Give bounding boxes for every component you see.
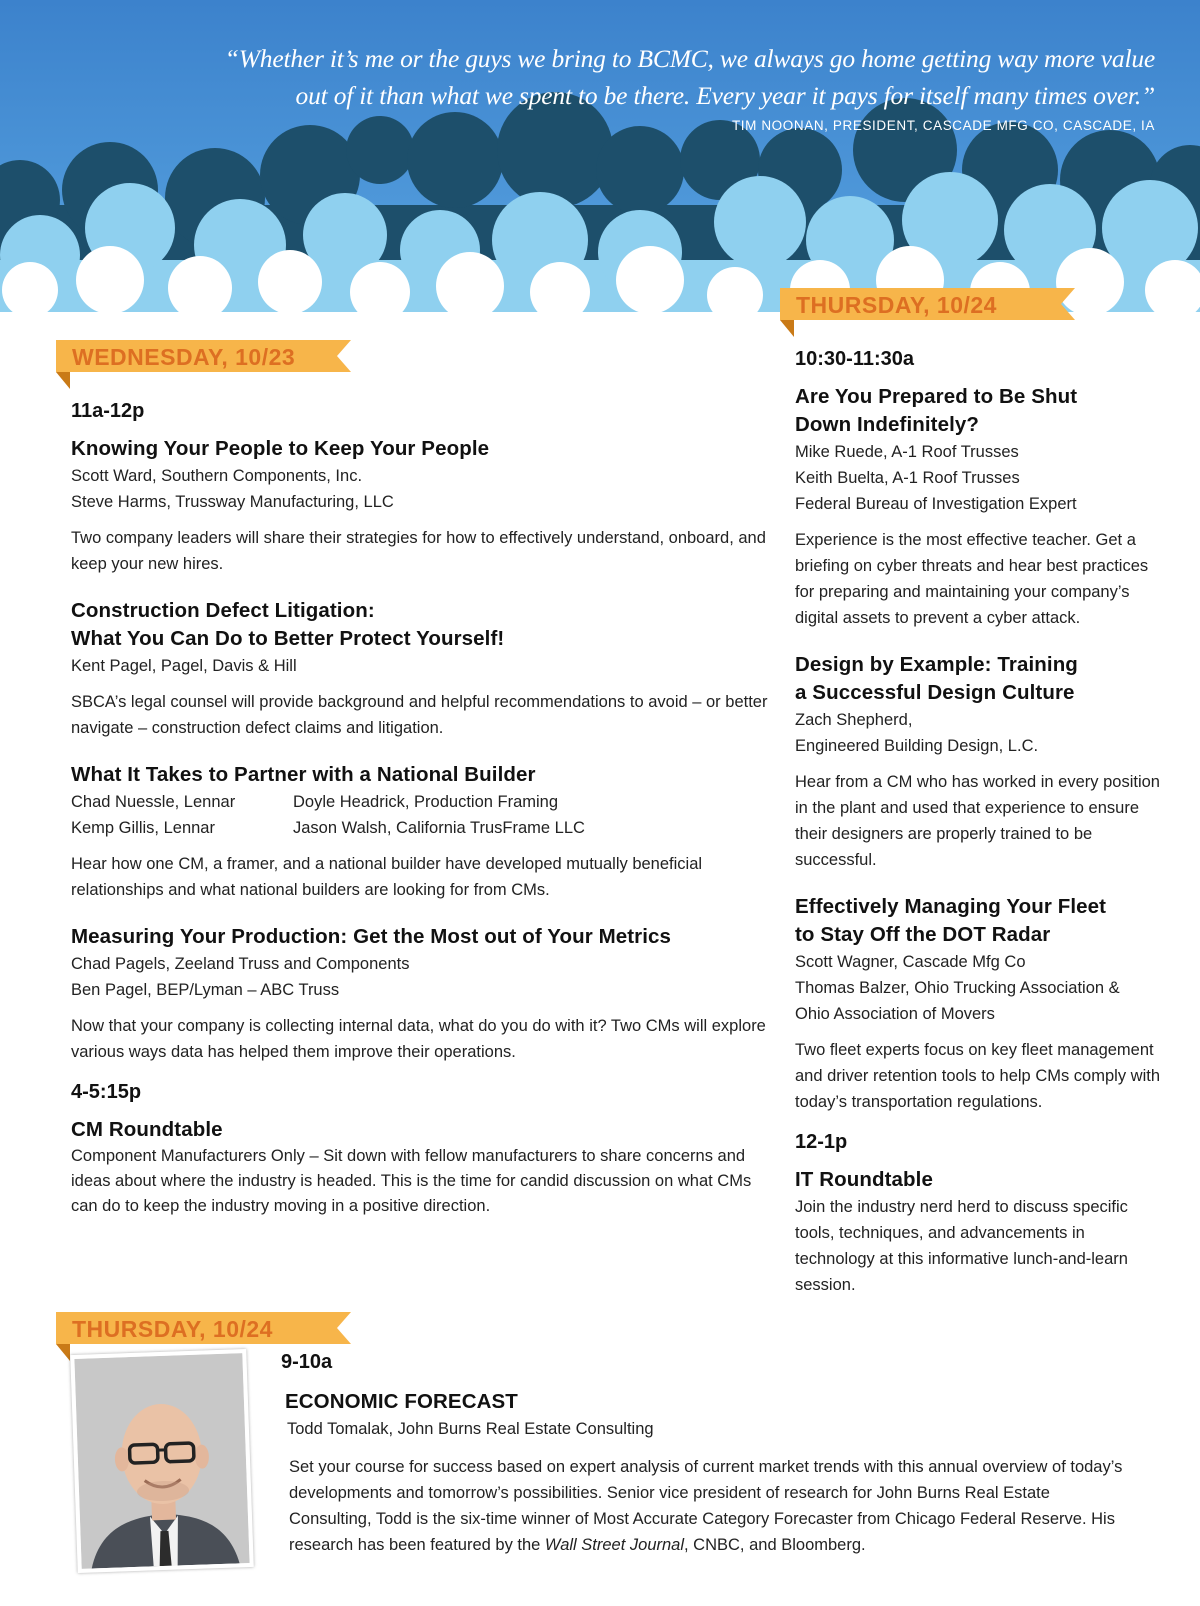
session-title: What It Takes to Partner with a National Builder [71, 763, 536, 786]
speaker: Thomas Balzer, Ohio Trucking Association & [795, 979, 1120, 997]
description-text: , CNBC, and Bloomberg. [684, 1536, 866, 1554]
ribbon-thursday-bottom [56, 1312, 351, 1352]
speaker-portrait-image [74, 1353, 249, 1569]
session-description: Hear from a CM who has worked in every position in the plant and used that experience to ensure their designers are properly trained to be successful. [795, 773, 1160, 869]
session-title-line: Construction Defect Litigation: [71, 599, 375, 622]
session-title-line: Are You Prepared to Be Shut [795, 385, 1078, 408]
speaker: Kemp Gillis, Lennar [71, 819, 215, 837]
session-it-roundtable [795, 1166, 1160, 1298]
ribbon-wednesday [56, 340, 351, 380]
economic-forecast-session [281, 1351, 1151, 1558]
time-slot: 12-1p [795, 1131, 848, 1153]
speaker-list [71, 789, 771, 841]
session-measuring-production [71, 923, 771, 1065]
quote-line-1: “Whether it’s me or the guys we bring to BCMC, we always go home getting way more value [224, 44, 1155, 73]
speaker: Doyle Headrick, Production Framing [293, 793, 559, 811]
session-shut-down [795, 383, 1160, 631]
ribbon-thursday-right-label: THURSDAY, 10/24 [796, 292, 997, 318]
speaker: Keith Buelta, A-1 Roof Trusses [795, 469, 1020, 487]
session-title-line: Down Indefinitely? [795, 413, 980, 436]
speaker: Jason Walsh, California TrusFrame LLC [293, 819, 585, 837]
speaker: Ohio Association of Movers [795, 1005, 995, 1023]
ribbon-thursday-bottom-label: THURSDAY, 10/24 [72, 1316, 273, 1342]
session-design-by-example [795, 651, 1160, 873]
speaker: Engineered Building Design, L.C. [795, 737, 1039, 755]
speaker-photo [70, 1349, 254, 1573]
session-title: CM Roundtable [71, 1118, 223, 1141]
session-construction-defect [71, 597, 771, 741]
session-title-line: What You Can Do to Better Protect Yourself! [71, 627, 505, 650]
speaker: Scott Wagner, Cascade Mfg Co [795, 953, 1026, 971]
session-title-line: a Successful Design Culture [795, 681, 1075, 704]
session-description: Now that your company is collecting internal data, what do you do with it? Two CMs will explore various ways data has helped them improve their operations. [71, 1017, 766, 1061]
time-slot: 4-5:15p [71, 1081, 142, 1103]
quote-line-2: out of it than what we spent to be there. Every year it pays for itself many times over.” [295, 81, 1155, 110]
session-description: SBCA’s legal counsel will provide background and helpful recommendations to avoid – or better navigate – construction defect claims and litigation. [71, 693, 768, 737]
time-slot: 11a-12p [71, 400, 145, 422]
testimonial-quote [155, 40, 1155, 114]
speaker: Federal Bureau of Investigation Expert [795, 495, 1077, 513]
session-title: Measuring Your Production: Get the Most out of Your Metrics [71, 925, 672, 948]
speaker: Ben Pagel, BEP/Lyman – ABC Truss [71, 981, 340, 999]
session-description: Component Manufacturers Only – Sit down with fellow manufacturers to share concerns and ideas about where the industry is headed. This is the time for candid discussion on what CMs can do to keep the industry moving in a positive direction. [71, 1147, 752, 1215]
speaker: Chad Pagels, Zeeland Truss and Components [71, 955, 410, 973]
session-national-builder [71, 761, 771, 903]
thursday-right-column [795, 348, 1160, 1298]
speaker: Todd Tomalak, John Burns Real Estate Consulting [287, 1420, 654, 1438]
session-title-line: to Stay Off the DOT Radar [795, 923, 1051, 946]
session-description: Experience is the most effective teacher. Get a briefing on cyber threats and hear best practices for preparing and maintaining your company’s digital assets to prevent a cyber attack. [795, 531, 1149, 627]
wednesday-column [71, 400, 771, 1219]
session-title: ECONOMIC FORECAST [285, 1390, 518, 1413]
publication-name: Wall Street Journal [544, 1536, 685, 1554]
ribbon-thursday-right [780, 288, 1075, 328]
speaker: Scott Ward, Southern Components, Inc. [71, 467, 363, 485]
quote-attribution: TIM NOONAN, PRESIDENT, CASCADE MFG CO, CASCADE, IA [731, 118, 1155, 133]
speaker: Kent Pagel, Pagel, Davis & Hill [71, 657, 297, 675]
ribbon-wednesday-label: WEDNESDAY, 10/23 [72, 344, 296, 370]
speaker: Steve Harms, Trussway Manufacturing, LLC [71, 493, 394, 511]
session-knowing-your-people [71, 435, 771, 577]
session-description: Two company leaders will share their strategies for how to effectively understand, onboard, and keep your new hires. [71, 529, 766, 573]
session-title-line: Design by Example: Training [795, 653, 1078, 676]
session-cm-roundtable [71, 1116, 771, 1219]
time-slot: 10:30-11:30a [795, 348, 914, 370]
session-title: IT Roundtable [795, 1168, 933, 1191]
description-text: Set your course for success based on expert analysis of current market trends with this annual overview of today’s developments and tomorrow’s possibilities. Senior vice president of research for John Burns Real Estate Consulting, Todd is the six-time winner of Most Accurate Category Forecaster from Chicago Federal Reserve. His research has been featured by the [289, 1458, 1123, 1554]
speaker: Mike Ruede, A-1 Roof Trusses [795, 443, 1019, 461]
time-slot: 9-10a [281, 1351, 333, 1373]
session-managing-fleet [795, 893, 1160, 1115]
session-description: Hear how one CM, a framer, and a national builder have developed mutually beneficial relationships and what national builders are looking for from CMs. [71, 855, 703, 899]
session-title-line: Effectively Managing Your Fleet [795, 895, 1107, 918]
session-description [289, 1454, 1134, 1558]
session-description: Join the industry nerd herd to discuss specific tools, techniques, and advancements in technology at this informative lunch-and-learn session. [795, 1198, 1128, 1294]
session-description: Two fleet experts focus on key fleet management and driver retention tools to help CMs comply with today’s transportation regulations. [795, 1041, 1160, 1111]
speaker: Zach Shepherd, [795, 711, 913, 729]
session-title: Knowing Your People to Keep Your People [71, 437, 490, 460]
speaker: Chad Nuessle, Lennar [71, 793, 236, 811]
